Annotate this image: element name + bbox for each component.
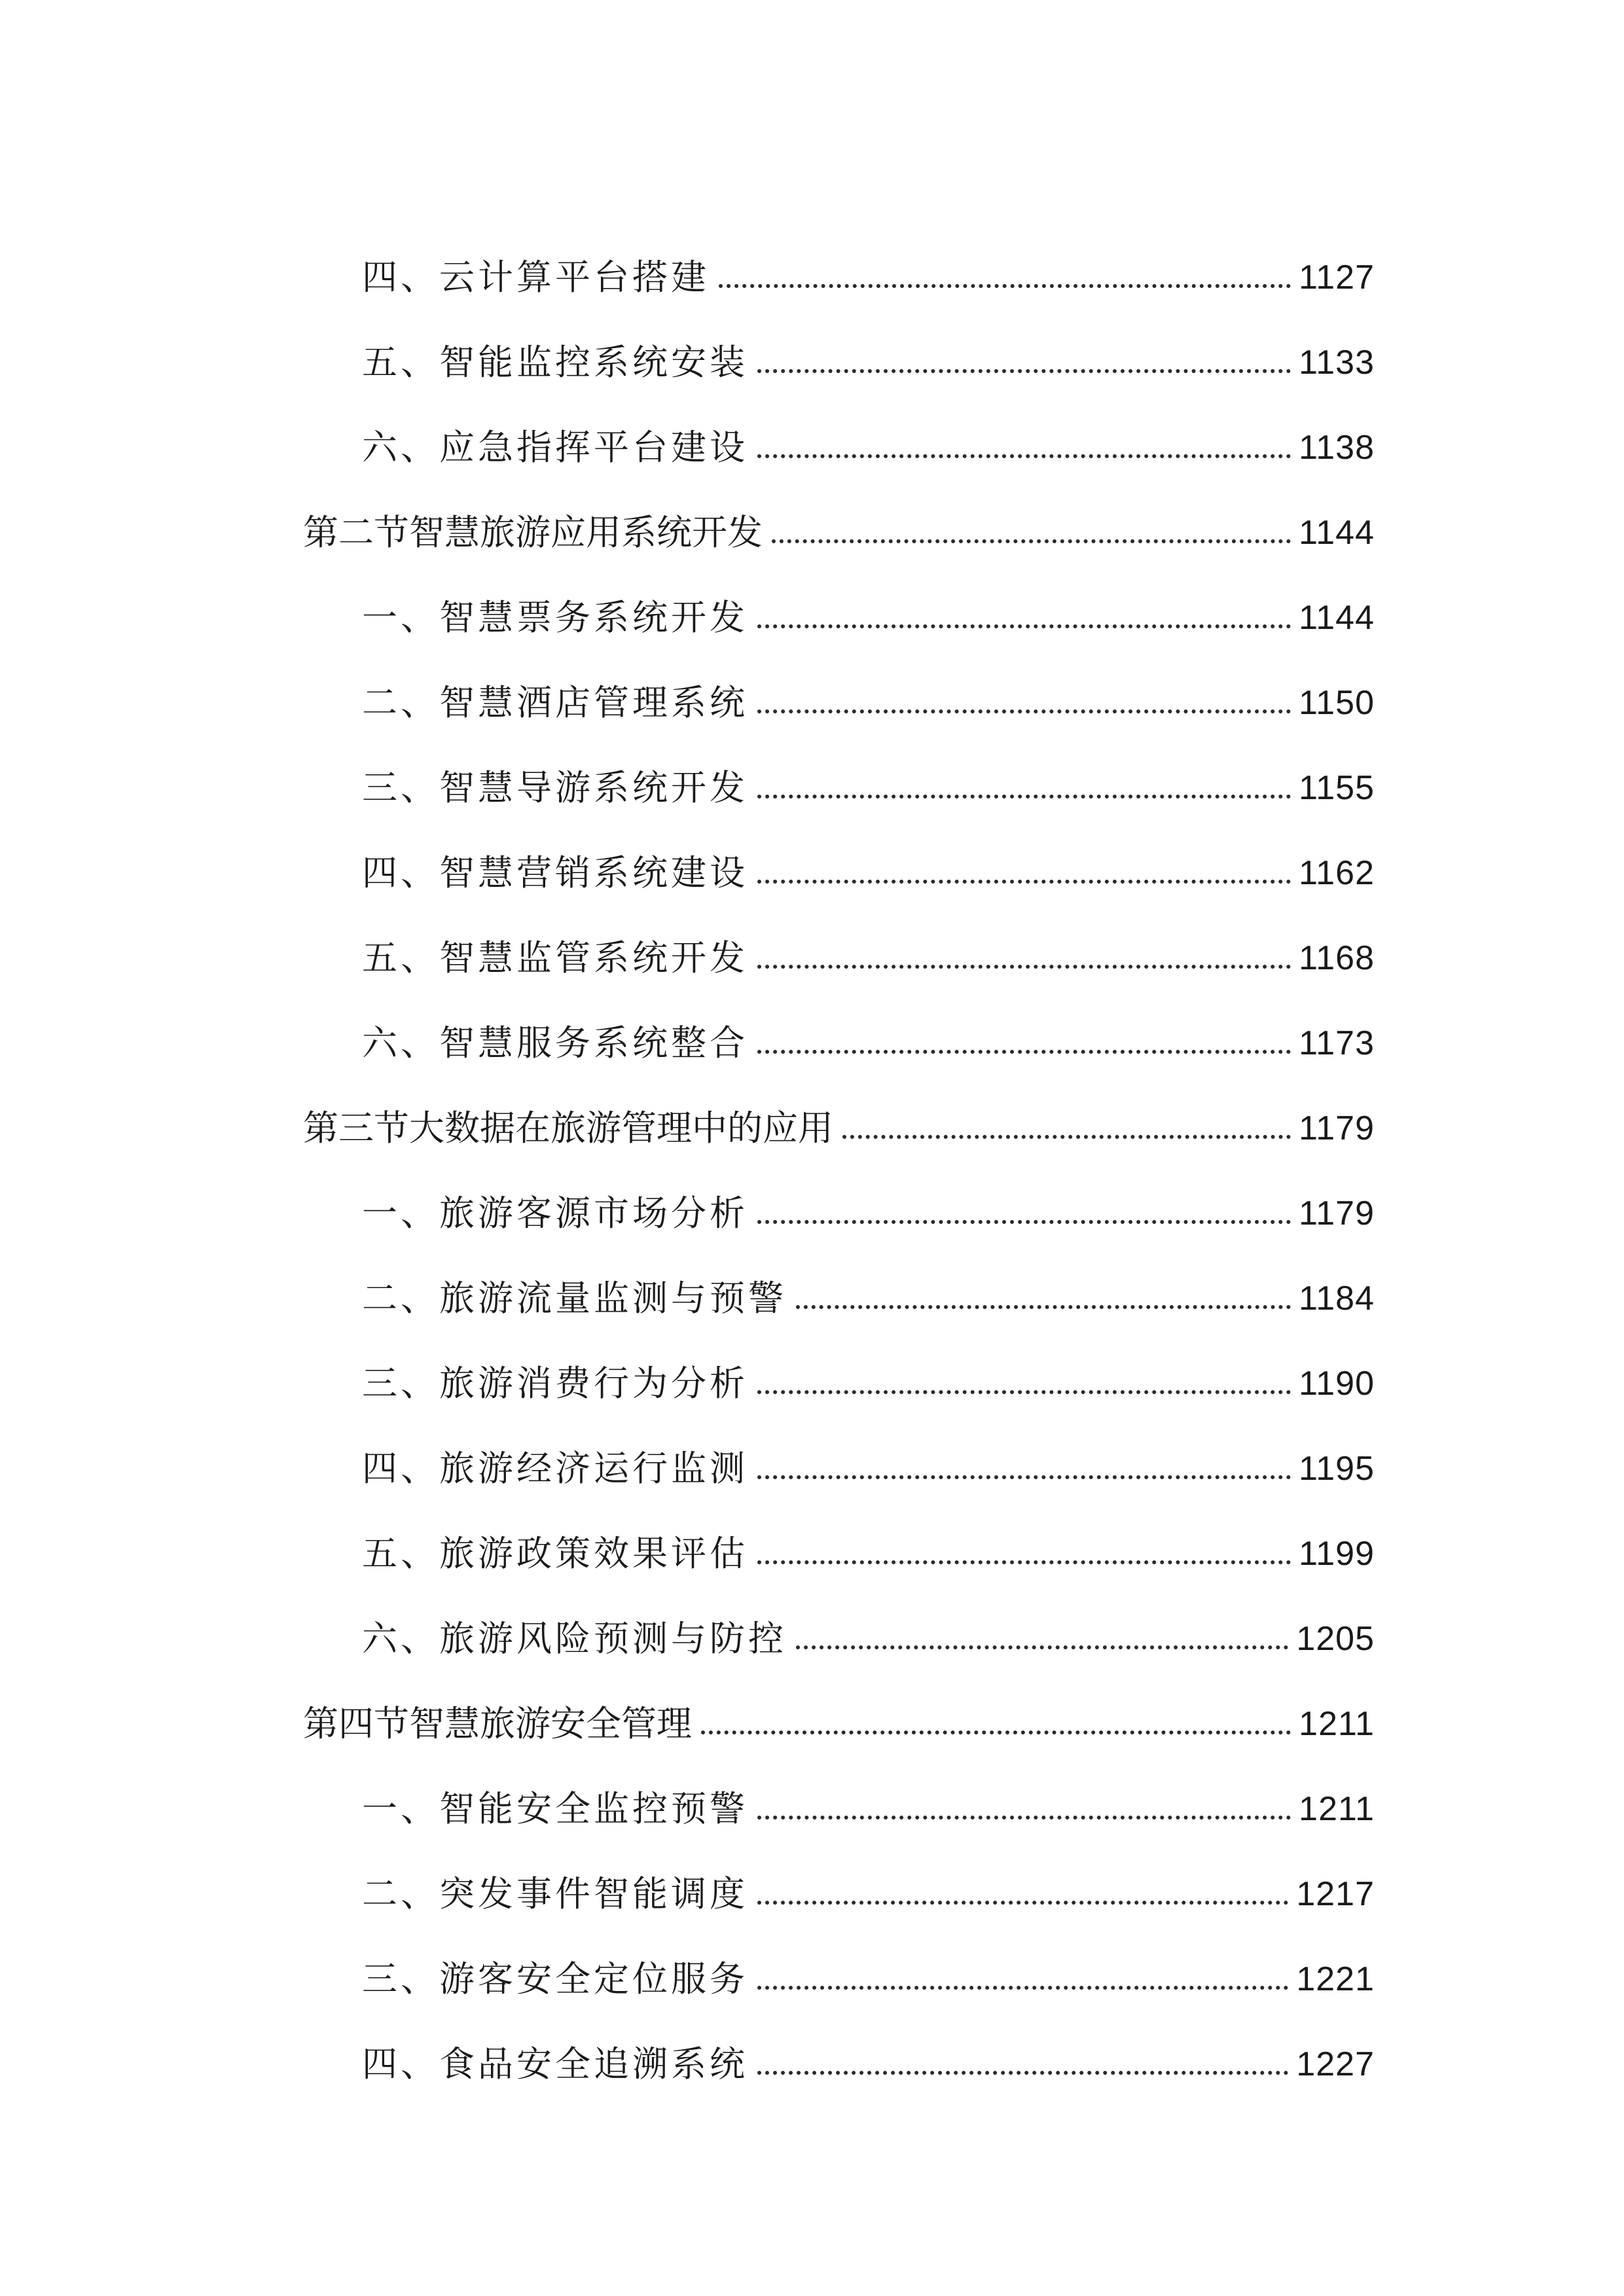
- toc-page-number: 1211: [1299, 1790, 1375, 1828]
- toc-subsection-entry[interactable]: [303, 1488, 1375, 1573]
- toc-subsection-entry[interactable]: [303, 1148, 1375, 1233]
- toc-page-number: 1162: [1299, 854, 1375, 892]
- toc-subsection-entry[interactable]: [303, 808, 1375, 893]
- toc-dot-leader: [757, 1050, 1291, 1054]
- toc-page-number: 1217: [1296, 1875, 1375, 1913]
- toc-page-number: 1184: [1299, 1280, 1375, 1318]
- toc-page-number: 1173: [1299, 1024, 1375, 1062]
- toc-entry-title: 四、智慧营销系统建设: [362, 852, 748, 893]
- toc-page-number: 1179: [1299, 1109, 1375, 1147]
- toc-entry-title: 四、旅游经济运行监测: [362, 1448, 748, 1489]
- toc-entry-title: 二、突发事件智能调度: [362, 1873, 748, 1914]
- toc-subsection-entry[interactable]: [303, 637, 1375, 723]
- toc-dot-leader: [757, 624, 1291, 628]
- toc-page-number: 1144: [1299, 514, 1375, 552]
- toc-subsection-entry[interactable]: [303, 1233, 1375, 1318]
- toc-entry-title: 三、智慧导游系统开发: [362, 767, 748, 808]
- toc-entry-title: 五、智能监控系统安装: [362, 342, 748, 383]
- toc-section-entry[interactable]: [303, 1659, 1375, 1744]
- toc-subsection-entry[interactable]: [303, 212, 1375, 297]
- toc-entry-title: 二、旅游流量监测与预警: [362, 1278, 787, 1319]
- toc-section-entry[interactable]: [303, 467, 1375, 552]
- toc-page-number: 1227: [1296, 2045, 1375, 2083]
- toc-subsection-entry[interactable]: [303, 1403, 1375, 1488]
- toc-dot-leader: [757, 2071, 1288, 2075]
- toc-subsection-entry[interactable]: [303, 1318, 1375, 1403]
- toc-entry-title: 第四节智慧旅游安全管理: [303, 1703, 692, 1744]
- toc-entry-title: 四、云计算平台搭建: [362, 257, 710, 298]
- toc-entry-title: 三、旅游消费行为分析: [362, 1363, 748, 1404]
- toc-page-number: 1179: [1299, 1194, 1375, 1232]
- toc-dot-leader: [757, 369, 1291, 373]
- toc-dot-leader: [757, 1220, 1291, 1224]
- toc-entry-title: 二、智慧酒店管理系统: [362, 682, 748, 723]
- toc-entry-title: 五、旅游政策效果评估: [362, 1533, 748, 1574]
- toc-dot-leader: [757, 795, 1291, 798]
- toc-dot-leader: [719, 284, 1291, 288]
- toc-subsection-entry[interactable]: [303, 1744, 1375, 1829]
- toc-entry-title: 第二节智慧旅游应用系统开发: [303, 512, 763, 553]
- toc-subsection-entry[interactable]: [303, 1829, 1375, 1914]
- toc-dot-leader: [757, 709, 1291, 713]
- toc-page-number: 1155: [1299, 769, 1375, 807]
- toc-dot-leader: [701, 1731, 1291, 1734]
- toc-entry-title: 一、智慧票务系统开发: [362, 597, 748, 638]
- toc-page-number: 1205: [1296, 1620, 1375, 1658]
- toc-dot-leader: [757, 1560, 1291, 1564]
- toc-page-number: 1199: [1299, 1535, 1375, 1573]
- toc-dot-leader: [757, 1475, 1291, 1479]
- toc-page-number: 1211: [1299, 1705, 1375, 1743]
- toc-entry-title: 三、游客安全定位服务: [362, 1958, 748, 2000]
- toc-dot-leader: [757, 965, 1291, 969]
- toc-dot-leader: [757, 1816, 1291, 1820]
- toc-page-number: 1150: [1299, 684, 1375, 722]
- toc-entry-title: 四、食品安全追溯系统: [362, 2043, 748, 2085]
- toc-page-number: 1168: [1299, 939, 1375, 977]
- toc-dot-leader: [757, 1986, 1288, 1990]
- toc-page-number: 1133: [1299, 344, 1375, 382]
- toc-dot-leader: [796, 1305, 1291, 1309]
- toc-subsection-entry[interactable]: [303, 723, 1375, 808]
- toc-dot-leader: [842, 1135, 1291, 1139]
- toc-subsection-entry[interactable]: [303, 552, 1375, 637]
- toc-dot-leader: [796, 1645, 1288, 1649]
- toc-subsection-entry[interactable]: [303, 1914, 1375, 1999]
- toc-page-number: 1127: [1299, 259, 1375, 296]
- toc-dot-leader: [757, 880, 1291, 884]
- toc-dot-leader: [757, 454, 1291, 458]
- toc-subsection-entry[interactable]: [303, 382, 1375, 467]
- toc-page-number: 1221: [1296, 1960, 1375, 1998]
- table-of-contents: [303, 212, 1375, 2084]
- toc-entry-title: 一、旅游客源市场分析: [362, 1193, 748, 1234]
- toc-entry-title: 六、智慧服务系统整合: [362, 1022, 748, 1064]
- toc-dot-leader: [757, 1901, 1288, 1905]
- toc-subsection-entry[interactable]: [303, 1999, 1375, 2084]
- toc-page-number: 1144: [1299, 599, 1375, 637]
- toc-page-number: 1190: [1299, 1365, 1375, 1403]
- toc-subsection-entry[interactable]: [303, 297, 1375, 382]
- toc-entry-title: 第三节大数据在旅游管理中的应用: [303, 1107, 833, 1149]
- toc-page-number: 1138: [1299, 429, 1375, 467]
- toc-section-entry[interactable]: [303, 1063, 1375, 1148]
- toc-entry-title: 六、旅游风险预测与防控: [362, 1618, 787, 1659]
- toc-dot-leader: [772, 539, 1291, 543]
- toc-subsection-entry[interactable]: [303, 893, 1375, 978]
- toc-page-number: 1195: [1299, 1450, 1375, 1488]
- toc-entry-title: 五、智慧监管系统开发: [362, 937, 748, 978]
- toc-subsection-entry[interactable]: [303, 1573, 1375, 1659]
- toc-subsection-entry[interactable]: [303, 978, 1375, 1063]
- toc-entry-title: 一、智能安全监控预警: [362, 1788, 748, 1829]
- toc-dot-leader: [757, 1390, 1291, 1394]
- toc-entry-title: 六、应急指挥平台建设: [362, 427, 748, 468]
